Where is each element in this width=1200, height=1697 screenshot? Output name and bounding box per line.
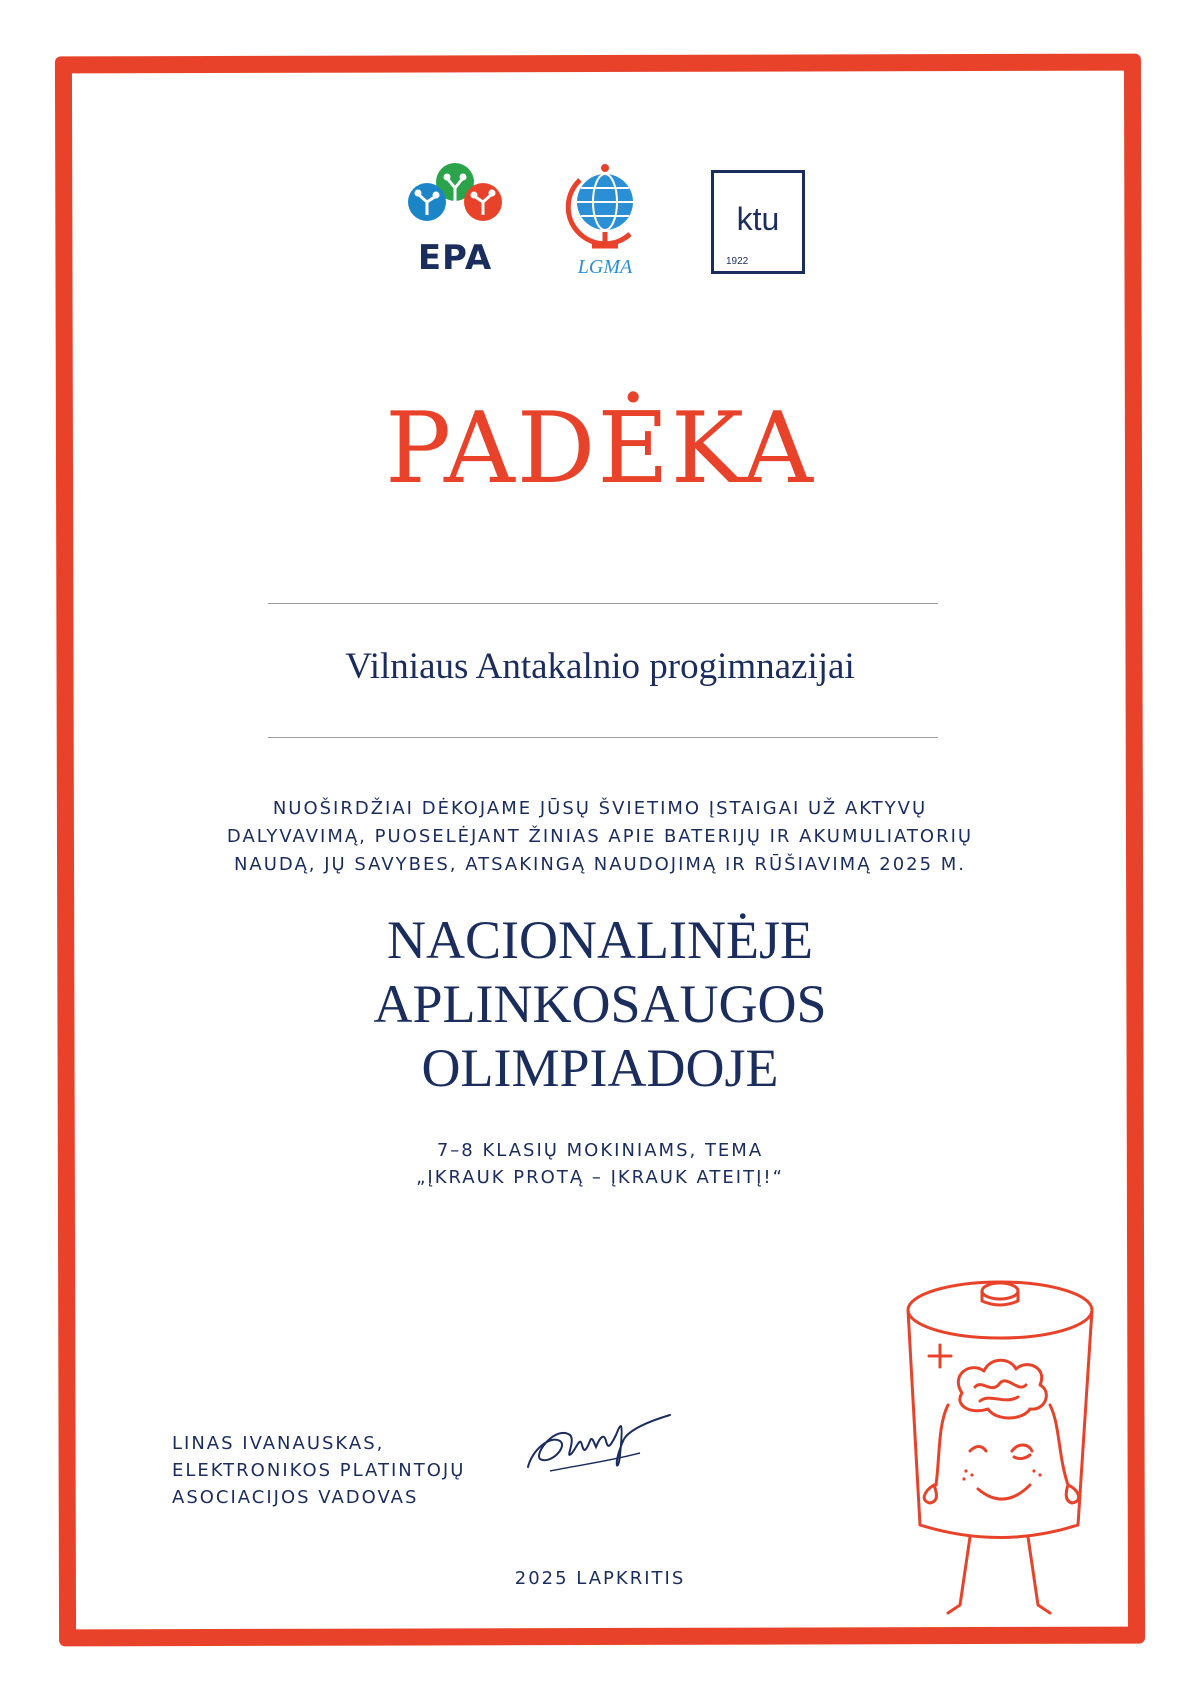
- issue-date: 2025 LAPKRITIS: [514, 1568, 686, 1589]
- logo-row: [0, 160, 1200, 280]
- theme-line: 7–8 KLASIŲ MOKINIAMS, TEMA: [436, 1140, 764, 1161]
- globe-logo-icon: [560, 160, 650, 255]
- ktu-logo: [711, 170, 805, 274]
- signer-block: [172, 1430, 465, 1511]
- epa-logo-text: EPA: [417, 238, 493, 278]
- signer-line: ELEKTRONIKOS PLATINTOJŲ: [172, 1460, 466, 1481]
- divider-top: [268, 603, 938, 604]
- handwritten-signature-icon: [520, 1395, 680, 1495]
- lgma-logo-text: LGMA: [577, 256, 633, 278]
- olympiad-line: OLIMPIADOJE: [421, 1038, 779, 1098]
- certificate-title: PADĖKA: [385, 392, 815, 506]
- theme-text: [0, 1137, 1200, 1191]
- theme-line: „ĮKRAUK PROTĄ – ĮKRAUK ATEITĮ!“: [416, 1167, 784, 1188]
- recipient-name: Vilniaus Antakalnio progimnazijai: [345, 646, 855, 687]
- epa-tree-logo-icon: [400, 160, 510, 240]
- ktu-logo-year: 1922: [726, 256, 749, 267]
- thanks-text: [0, 795, 1200, 879]
- thanks-line: NAUDĄ, JŲ SAVYBES, ATSAKINGĄ NAUDOJIMĄ IR RŪŠIAVIMĄ 2025 M.: [233, 854, 967, 875]
- battery-brain-mascot-icon: [900, 1275, 1110, 1635]
- olympiad-line: APLINKOSAUGOS: [373, 974, 827, 1034]
- signer-line: LINAS IVANAUSKAS,: [172, 1433, 385, 1454]
- olympiad-name: [0, 908, 1200, 1100]
- signer-line: ASOCIACIJOS VADOVAS: [172, 1487, 419, 1508]
- thanks-line: DALYVAVIMĄ, PUOSELĖJANT ŽINIAS APIE BATERIJŲ IR AKUMULIATORIŲ: [226, 826, 974, 847]
- olympiad-line: NACIONALINĖJE: [387, 910, 813, 970]
- ktu-logo-text: ktu: [736, 201, 780, 237]
- lgma-logo: [560, 160, 650, 280]
- thanks-line: NUOŠIRDŽIAI DĖKOJAME JŪSŲ ŠVIETIMO ĮSTAIGAI UŽ AKTYVŲ: [272, 798, 928, 819]
- epa-logo: [400, 160, 510, 280]
- divider-bottom: [268, 737, 938, 738]
